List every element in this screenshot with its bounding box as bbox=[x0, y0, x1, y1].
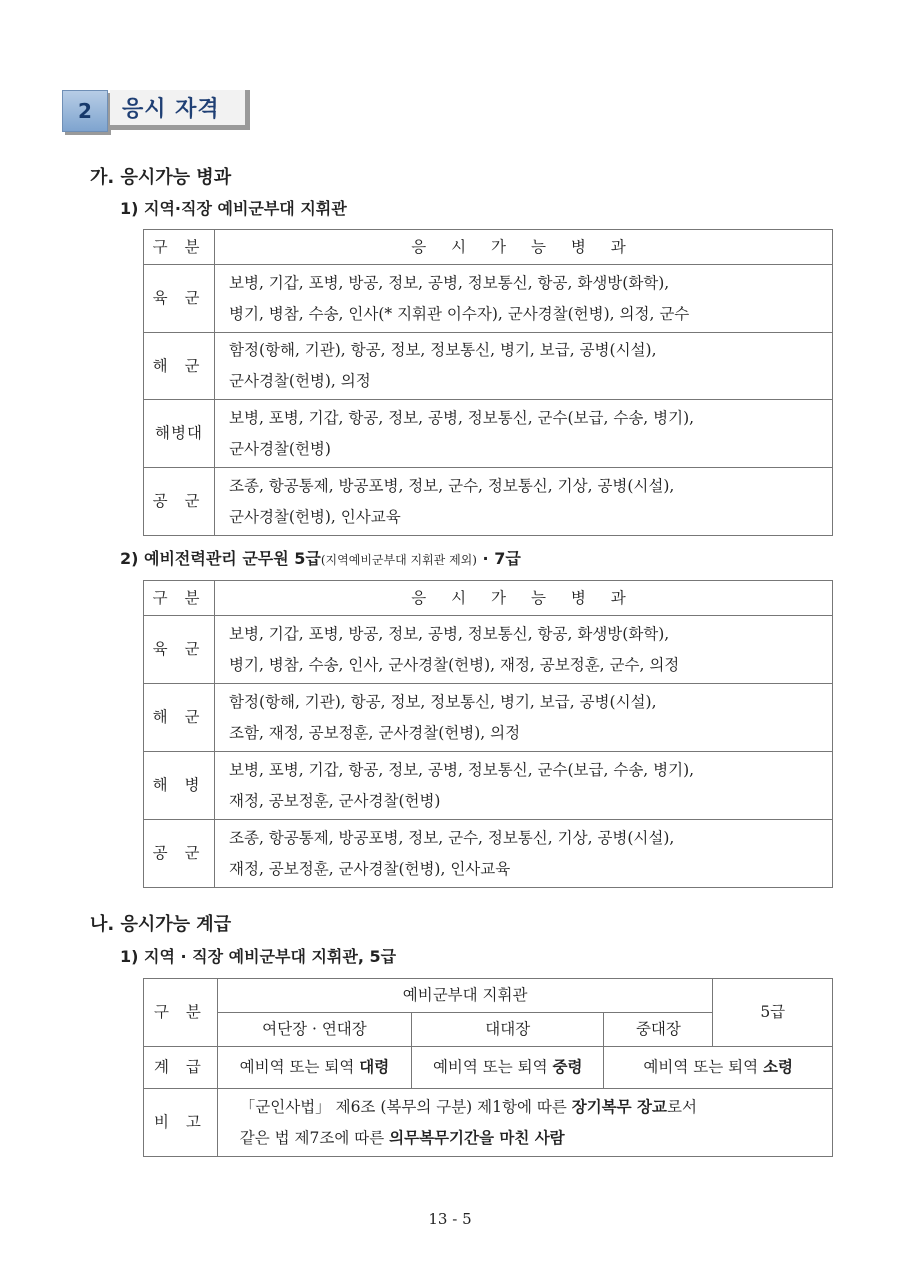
rank-value: 대령 bbox=[359, 1058, 390, 1076]
subheading-main: 2) 예비전력관리 군무원 5급 bbox=[120, 549, 321, 568]
row-branches bbox=[215, 265, 833, 333]
branch-line: 병기, 병참, 수송, 인사, 군사경찰(헌병), 재정, 공보정훈, 군수, 의정 bbox=[229, 655, 680, 674]
col-company: 중대장 bbox=[604, 1013, 713, 1047]
row-branches bbox=[215, 752, 833, 820]
page-number: 13 - 5 bbox=[428, 1210, 472, 1228]
section-title: 응시 자격 bbox=[122, 97, 220, 122]
branch-line: 조종, 항공통제, 방공포병, 정보, 군수, 정보통신, 기상, 공병(시설), bbox=[229, 476, 675, 495]
row-category: 육 군 bbox=[144, 616, 215, 684]
note-line-2 bbox=[240, 1123, 822, 1154]
subheading-tail: · 7급 bbox=[476, 549, 521, 568]
branch-line: 함정(항해, 기관), 항공, 정보, 정보통신, 병기, 보급, 공병(시설), bbox=[229, 692, 657, 711]
row-category: 공 군 bbox=[144, 468, 215, 536]
row-branches bbox=[215, 468, 833, 536]
row-branches bbox=[215, 820, 833, 888]
section-header bbox=[62, 90, 257, 132]
note-line-1 bbox=[240, 1092, 822, 1123]
branch-line: 보병, 기갑, 포병, 방공, 정보, 공병, 정보통신, 항공, 화생방(화학), bbox=[229, 624, 670, 643]
rank-prefix: 예비역 또는 퇴역 bbox=[432, 1058, 553, 1076]
rank-prefix: 예비역 또는 퇴역 bbox=[643, 1058, 763, 1076]
note-emphasis: 의무복무기간을 마친 사람 bbox=[389, 1128, 565, 1147]
branch-line: 군사경찰(헌병), 의정 bbox=[229, 372, 371, 390]
rank-table bbox=[143, 978, 833, 1157]
grade5-header: 5급 bbox=[713, 979, 833, 1047]
rank-value: 소령 bbox=[763, 1058, 793, 1076]
branch-line: 군사경찰(헌병), 인사교육 bbox=[229, 507, 401, 526]
rank-prefix: 예비역 또는 퇴역 bbox=[239, 1058, 360, 1076]
note-text-part: 로서 bbox=[666, 1097, 697, 1116]
heading-ga: 가. 응시가능 병과 bbox=[90, 167, 232, 188]
table-header-category: 구 분 bbox=[144, 581, 215, 616]
branch-line: 군사경찰(헌병) bbox=[229, 439, 331, 458]
rank-cell bbox=[412, 1047, 604, 1089]
reserve-commander-header: 예비군부대 지휘관 bbox=[217, 979, 713, 1013]
row-category: 해 군 bbox=[144, 333, 215, 400]
col-brigade-regiment: 여단장 · 연대장 bbox=[217, 1013, 411, 1047]
table-header-category: 구 분 bbox=[144, 230, 215, 265]
branch-line: 조종, 항공통제, 방공포병, 정보, 군수, 정보통신, 기상, 공병(시설), bbox=[229, 828, 675, 847]
rank-cell bbox=[217, 1047, 411, 1089]
rank-table-category: 구 분 bbox=[144, 979, 218, 1047]
row-category: 공 군 bbox=[144, 820, 215, 888]
subheading-note: (지역예비군부대 지휘관 제외) bbox=[320, 553, 477, 567]
row-category: 해 병 bbox=[144, 752, 215, 820]
branch-table-2 bbox=[143, 580, 833, 888]
note-emphasis: 장기복무 장교 bbox=[571, 1097, 667, 1116]
note-text-part: 「군인사법」 제6조 (복무의 구분) 제1항에 따른 bbox=[239, 1097, 572, 1116]
rank-value: 중령 bbox=[552, 1058, 583, 1076]
subheading-ga-1: 1) 지역·직장 예비군부대 지휘관 bbox=[120, 199, 347, 218]
subheading-na-1: 1) 지역 · 직장 예비군부대 지휘관, 5급 bbox=[120, 947, 397, 966]
branch-line: 재정, 공보정훈, 군사경찰(헌병), 인사교육 bbox=[229, 859, 511, 878]
row-category: 육 군 bbox=[144, 265, 215, 333]
heading-na: 나. 응시가능 계급 bbox=[90, 914, 232, 935]
table-header-branches: 응 시 가 능 병 과 bbox=[215, 230, 833, 265]
subheading-ga-2 bbox=[120, 546, 521, 569]
branch-line: 재정, 공보정훈, 군사경찰(헌병) bbox=[229, 791, 441, 810]
col-battalion: 대대장 bbox=[412, 1013, 604, 1047]
branch-line: 보병, 기갑, 포병, 방공, 정보, 공병, 정보통신, 항공, 화생방(화학), bbox=[229, 273, 670, 292]
note-label: 비 고 bbox=[144, 1089, 218, 1157]
row-branches bbox=[215, 400, 833, 468]
branch-line: 보병, 포병, 기갑, 항공, 정보, 공병, 정보통신, 군수(보급, 수송, 병기), bbox=[229, 408, 695, 427]
rank-label: 계 급 bbox=[144, 1047, 218, 1089]
note-text bbox=[217, 1089, 832, 1157]
note-text-part: 같은 법 제7조에 따른 bbox=[239, 1128, 390, 1147]
table-header-branches: 응 시 가 능 병 과 bbox=[215, 581, 833, 616]
branch-line: 조함, 재정, 공보정훈, 군사경찰(헌병), 의정 bbox=[229, 723, 521, 742]
row-branches bbox=[215, 333, 833, 400]
row-branches bbox=[215, 684, 833, 752]
row-category: 해 군 bbox=[144, 684, 215, 752]
branch-table-1 bbox=[143, 229, 833, 536]
branch-line: 보병, 포병, 기갑, 항공, 정보, 공병, 정보통신, 군수(보급, 수송, 병기), bbox=[229, 760, 695, 779]
branch-line: 함정(항해, 기관), 항공, 정보, 정보통신, 병기, 보급, 공병(시설), bbox=[229, 341, 657, 359]
branch-line: 병기, 병참, 수송, 인사(* 지휘관 이수자), 군사경찰(헌병), 의정, 군수 bbox=[229, 304, 690, 323]
section-number-badge: 2 bbox=[62, 90, 108, 132]
rank-cell bbox=[604, 1047, 833, 1089]
row-category: 해병대 bbox=[144, 400, 215, 468]
row-branches bbox=[215, 616, 833, 684]
